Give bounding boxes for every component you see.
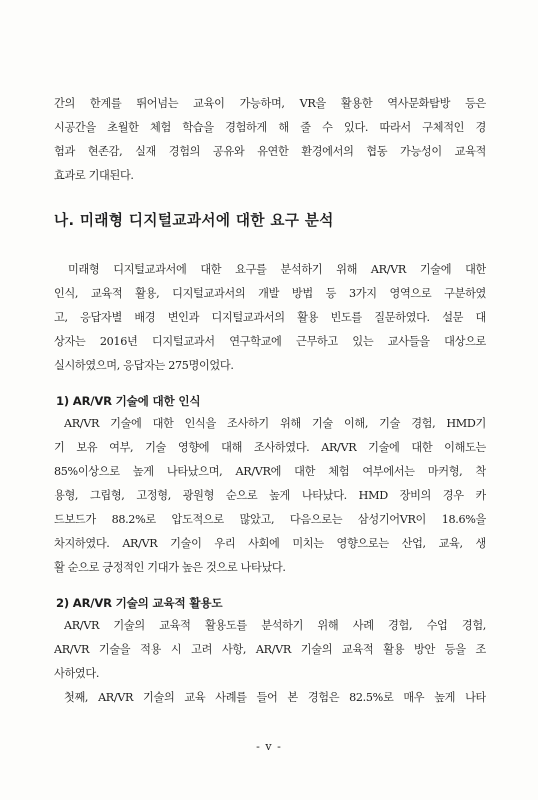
- text-line: 미래형 디지털교과서에 대한 요구를 분석하기 위해 AR/VR 기술에 대한: [68, 263, 486, 276]
- section-title: 나. 미래형 디지털교과서에 대한 요구 분석: [54, 212, 334, 229]
- text-line: 드보드가 88.2%로 압도적으로 많았고, 다음으로는 삼성기어VR이 18.6%을: [54, 513, 486, 526]
- text-line: 고, 응답자별 배경 변인과 디지털교과서의 활용 빈도를 질문하였다. 설문 대: [54, 311, 486, 324]
- text-line: 상자는 2016년 디지털교과서 연구학교에 근무하고 있는 교사들을 대상으로: [54, 335, 486, 348]
- text-line: 사하였다.: [54, 667, 100, 680]
- text-line: 간의 한계를 뛰어넘는 교육이 가능하며, VR을 활용한 역사문화탐방 등은: [54, 97, 486, 110]
- text-line: 용형, 그립형, 고정형, 광원형 순으로 높게 나타났다. HMD 장비의 경우 카: [54, 489, 486, 502]
- text-line: 인식, 교육적 활용, 디지털교과서의 개발 방법 등 3가지 영역으로 구분하였: [54, 287, 486, 300]
- text-line: 실시하였으며, 응답자는 275명이었다.: [54, 359, 234, 372]
- text-line: 효과로 기대된다.: [54, 169, 134, 182]
- subsection-1-title: 1) AR/VR 기술에 대한 인식: [56, 394, 201, 408]
- subsection-2-title: 2) AR/VR 기술의 교육적 활용도: [56, 596, 223, 610]
- page-number: - v -: [256, 740, 282, 753]
- text-line: AR/VR 기술에 대한 인식을 조사하기 위해 기술 이해, 기술 경험, HMD기: [64, 417, 486, 430]
- text-line: 험과 현존감, 실재 경험의 공유와 유연한 환경에서의 협동 가능성이 교육적: [54, 145, 486, 158]
- text-line: AR/VR 기술을 적용 시 고려 사항, AR/VR 기술의 교육적 활용 방안 등을 조: [54, 643, 486, 656]
- text-line: AR/VR 기술의 교육적 활용도를 분석하기 위해 사례 경험, 수업 경험,: [64, 619, 486, 632]
- text-line: 85%이상으로 높게 나타났으며, AR/VR에 대한 체험 여부에서는 마커형, 착: [54, 465, 486, 478]
- text-line: 차지하였다. AR/VR 기술이 우리 사회에 미치는 영향으로는 산업, 교육, 생: [54, 537, 486, 550]
- text-line: 시공간을 초월한 체험 학습을 경험하게 해 줄 수 있다. 따라서 구체적인 경: [54, 121, 486, 134]
- text-line: 기 보유 여부, 기술 영향에 대해 조사하였다. AR/VR 기술에 대한 이해도는: [54, 441, 486, 454]
- text-line: 활 순으로 긍정적인 기대가 높은 것으로 나타났다.: [54, 561, 286, 574]
- text-line: 첫째, AR/VR 기술의 교육 사례를 들어 본 경험은 82.5%로 매우 높게 나타: [64, 691, 486, 704]
